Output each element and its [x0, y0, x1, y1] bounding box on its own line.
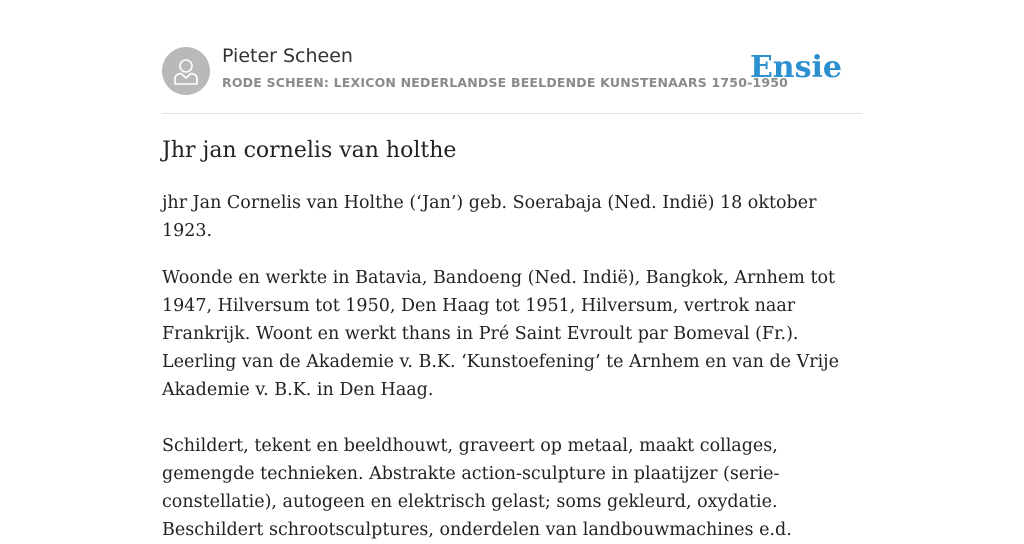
article-paragraph: Schildert, tekent en beeldhouwt, graveert op metaal, maakt collages, gemengde technieken. Abstrakte action-sculpture in plaatijzer (serie-constellatie), autogeen en elektrisch gelast; soms gekleurd, oxydatie. Beschildert schrootsculptures, onderdelen van landbouwmachines e.d.	[162, 436, 792, 540]
source-title[interactable]: RODE SCHEEN: LEXICON NEDERLANDSE BEELDENDE KUNSTENAARS 1750-1950	[222, 75, 789, 90]
article-body	[162, 189, 862, 544]
author-name[interactable]: Pieter Scheen	[222, 45, 353, 67]
user-icon	[173, 57, 199, 85]
article-paragraph: jhr Jan Cornelis van Holthe (‘Jan’) geb. Soerabaja (Ned. Indië) 18 oktober 1923.	[162, 193, 817, 241]
article-card	[162, 0, 862, 540]
article-title: Jhr jan cornelis van holthe	[162, 138, 457, 163]
article-header	[162, 0, 862, 114]
brand-logo[interactable]: Ensie	[749, 50, 842, 85]
article-paragraph: Woonde en werkte in Batavia, Bandoeng (Ned. Indië), Bangkok, Arnhem tot 1947, Hilversum tot 1950, Den Haag tot 1951, Hilversum, vertrok naar Frankrijk. Woont en werkt thans in Pré Saint Evroult par Bomeval (Fr.). Leerling van de Akademie v. B.K. ‘Kunstoefening’ te Arnhem en van de Vrije Akademie v. B.K. in Den Haag.	[162, 268, 839, 400]
author-avatar[interactable]	[162, 47, 210, 95]
